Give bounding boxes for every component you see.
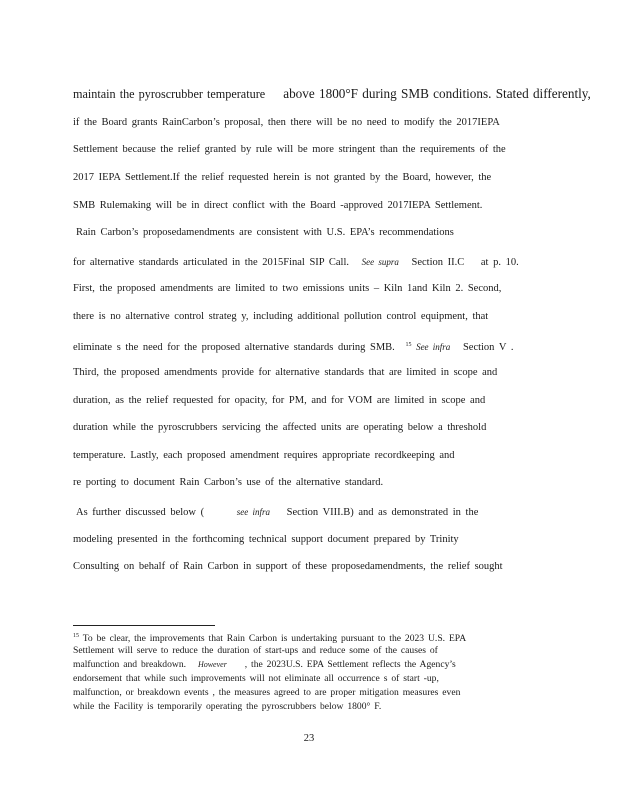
body-text: maintain the pyroscrubber temperature	[73, 87, 266, 101]
footnote-line-5: malfunction, or breakdown events , the measures agreed to are proper mitigation measures even	[73, 687, 461, 698]
body-line-1	[73, 86, 591, 101]
citation-signal: See infra	[416, 342, 451, 352]
footnote-line-6: while the Facility is temporarily operating the pyroscrubbers below 1800° F.	[73, 701, 382, 712]
footnote-line-3	[73, 659, 543, 670]
footnote-text: , the 2023U.S. EPA Settlement reflects the Agency’s	[244, 659, 456, 670]
body-line-10	[73, 339, 543, 354]
body-line-16	[76, 506, 546, 519]
page-reference: at p. 10.	[480, 257, 519, 268]
body-line-2: if the Board grants RainCarbon’s proposal, then there will be no need to modify the 2017IEPA	[73, 117, 500, 128]
body-line-13: duration while the pyroscrubbers servicing the affected units are operating below a threshold	[73, 422, 487, 433]
footnote-number: 15	[73, 633, 79, 639]
cross-reference: Section V .	[462, 342, 514, 353]
citation-signal: See supra	[361, 257, 399, 267]
body-line-18: Consulting on behalf of Rain Carbon in support of these proposedamendments, the relief sought	[73, 561, 503, 572]
footnote-text: To be clear, the improvements that Rain Carbon is undertaking pursuant to the 2023 U.S. EPA	[82, 633, 467, 644]
footnote-divider	[73, 625, 215, 626]
citation-signal: see infra	[236, 507, 271, 517]
footnote-reference: 15	[405, 342, 412, 348]
footnote-italic: However	[197, 660, 227, 669]
footnote-line-2: Settlement will serve to reduce the duration of start-ups and reduce some of the causes of	[73, 645, 438, 656]
footnote-line-1	[73, 631, 543, 644]
body-line-4: 2017 IEPA Settlement.If the relief requested herein is not granted by the Board, however, the	[73, 172, 492, 183]
body-line-9: there is no alternative control strateg y, including additional pollution control equipment, that	[73, 311, 489, 322]
cross-reference: Section VIII.B) and as demonstrated in the	[286, 507, 479, 518]
page-number: 23	[303, 733, 315, 744]
body-text-emphasis: above 1800°F during SMB conditions. Stated differently,	[283, 86, 591, 101]
body-line-5: SMB Rulemaking will be in direct conflict with the Board -approved 2017IEPA Settlement.	[73, 200, 483, 211]
body-line-3: Settlement because the relief granted by rule will be more stringent than the requirements of the	[73, 144, 506, 155]
body-line-14: temperature. Lastly, each proposed amendment requires appropriate recordkeeping and	[73, 450, 455, 461]
body-line-8: First, the proposed amendments are limited to two emissions units – Kiln 1and Kiln 2. Second,	[73, 283, 502, 294]
body-line-17: modeling presented in the forthcoming technical support document prepared by Trinity	[73, 534, 459, 545]
footnote-text: malfunction and breakdown.	[73, 659, 187, 670]
body-line-12: duration, as the relief requested for opacity, for PM, and for VOM are limited in scope and	[73, 395, 486, 406]
footnote-line-4: endorsement that while such improvements will not eliminate all occurrence s of start -up,	[73, 673, 439, 684]
body-line-6: Rain Carbon’s proposedamendments are consistent with U.S. EPA’s recommendations	[76, 227, 454, 238]
body-line-7	[73, 256, 543, 269]
body-text: for alternative standards articulated in the 2015Final SIP Call.	[73, 257, 350, 268]
body-line-15: re porting to document Rain Carbon’s use of the alternative standard.	[73, 477, 384, 488]
cross-reference: Section II.C	[411, 257, 465, 268]
body-text: eliminate s the need for the proposed alternative standards during SMB.	[73, 342, 395, 353]
body-text: As further discussed below (	[76, 507, 205, 518]
body-line-11: Third, the proposed amendments provide for alternative standards that are limited in scope and	[73, 367, 498, 378]
